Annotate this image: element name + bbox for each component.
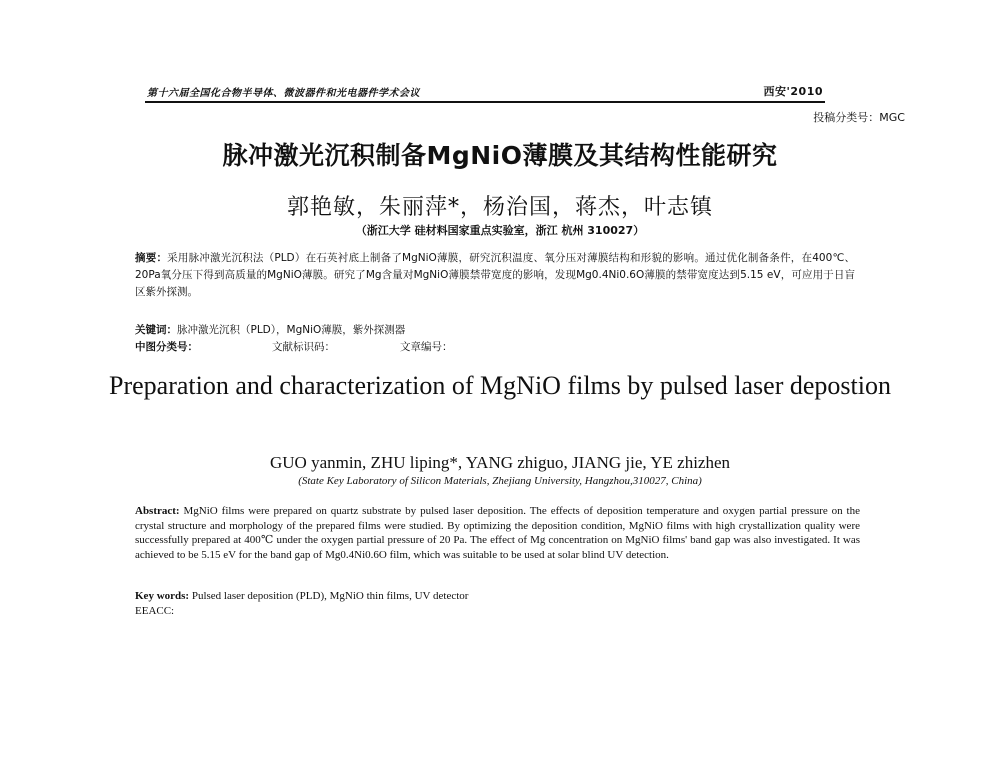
affiliation-english: (State Key Laboratory of Silicon Materials, Zhejiang University, Hangzhou,310027, China) [298, 475, 702, 487]
submission-classification: 投稿分类号：MGC [813, 111, 905, 124]
authors-chinese: 郭艳敏，朱丽萍*，杨治国，蒋杰，叶志镇 [286, 195, 713, 220]
abstract-chinese [135, 250, 855, 301]
abstract-chinese-text: 采用脉冲激光沉积法（PLD）在石英衬底上制备了MgNiO薄膜，研究沉积温度、氧分压对薄膜结构和形貌的影响。通过优化制备条件，在400℃、20Pa氧分压下得到高质量的MgNiO薄膜。研究了Mg含量对MgNiO薄膜禁带宽度的影响，发现Mg0.4Ni0.6O薄膜的禁带宽度达到5.15 eV，可应用于日盲区紫外探测。 [135, 252, 856, 298]
eeacc-label: EEACC: [135, 605, 175, 617]
authors-english: GUO yanmin, ZHU liping*, YANG zhiguo, JIANG jie, YE zhizhen [269, 453, 731, 472]
conference-year: 西安'2010 [763, 85, 823, 98]
conference-name: 第十六届全国化合物半导体、微波器件和光电器件学术会议 [147, 88, 420, 99]
keywords-english-label: Key words: [135, 590, 190, 602]
affiliation-chinese: （浙江大学 硅材料国家重点实验室，浙江 杭州 310027） [355, 224, 645, 237]
title-english: Preparation and characterization of MgNiO films by pulsed laser depostion [109, 371, 891, 400]
abstract-english-label: Abstract: [135, 505, 180, 517]
article-number-label: 文章编号： [400, 341, 453, 353]
keywords-english [135, 590, 860, 602]
abstract-english-text: MgNiO films were prepared on quartz substrate by pulsed laser deposition. The effects of deposition temperature and oxygen partial pressure on the crystal structure and morphology of the prepared films were studied. By optimizing the deposition condition, MgNiO films with high crystallization quality were successfully prepared at 400℃ under the oxygen partial pressure of 20 Pa. The effect of Mg concentration on MgNiO films' band gap was also investigated. It was achieved to be 5.15 eV for the band gap of Mg0.4Ni0.6O film, which was suitable to be used at solar blind UV detection. [135, 505, 860, 561]
abstract-english [135, 504, 860, 562]
keywords-chinese [135, 322, 855, 337]
document-code-label: 文献标识码： [272, 341, 335, 353]
keywords-english-text: Pulsed laser deposition (PLD), MgNiO thin films, UV detector [191, 590, 469, 602]
keywords-chinese-label: 关键词： [135, 324, 177, 336]
running-header [145, 83, 825, 103]
abstract-chinese-label: 摘要： [135, 252, 168, 264]
title-chinese: 脉冲激光沉积制备MgNiO薄膜及其结构性能研究 [222, 141, 778, 170]
keywords-chinese-text: 脉冲激光沉积（PLD），MgNiO薄膜，紫外探测器 [177, 324, 406, 336]
clc-number-label: 中图分类号： [135, 341, 198, 353]
